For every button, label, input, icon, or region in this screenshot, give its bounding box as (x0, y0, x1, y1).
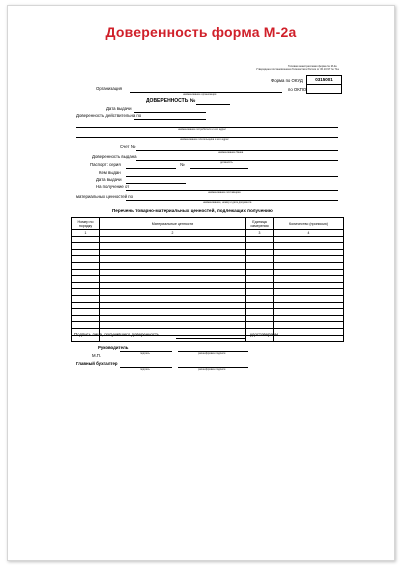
director-label: Руководитель (98, 345, 129, 350)
table-cell (72, 269, 100, 276)
table-row (72, 236, 344, 243)
table-row (72, 289, 344, 296)
okud-label: Форма по ОКУД (271, 78, 303, 83)
director-decode-hint: расшифровка подписи (198, 352, 226, 355)
table-cell (246, 249, 274, 256)
table-cell (246, 289, 274, 296)
table-cell (274, 315, 344, 322)
table-cell (246, 322, 274, 329)
table-cell (274, 302, 344, 309)
valid-until-label: Доверенность действительна по (76, 113, 142, 118)
table-cell (100, 309, 246, 316)
column-header: Материальные ценности (100, 218, 246, 230)
issued-to-line (136, 160, 338, 161)
payer-hint: наименование плательщика и его адрес (180, 138, 229, 141)
table-cell (72, 236, 100, 243)
table-cell (72, 295, 100, 302)
table-heading: Перечень товарно-материальных ценностей, подлежащих получению (112, 208, 273, 213)
director-sign-hint: подпись (140, 352, 150, 355)
table-cell (246, 262, 274, 269)
table-cell (274, 262, 344, 269)
column-number: 3 (246, 230, 274, 237)
table-cell (100, 256, 246, 263)
table-cell (72, 302, 100, 309)
passport-date-label: Дата выдачи (96, 177, 122, 182)
table-cell (72, 262, 100, 269)
table-row (72, 256, 344, 263)
doc-number-line (196, 104, 230, 105)
table-cell (246, 256, 274, 263)
table-cell (100, 315, 246, 322)
table-cell (274, 328, 344, 335)
okpo-code-box (306, 84, 342, 94)
table-row (72, 302, 344, 309)
organization-hint: наименование организации (183, 93, 217, 96)
issued-by-line (126, 176, 338, 177)
sample-signature-label: Подпись лица, получившего доверенность (74, 332, 160, 337)
table-cell (100, 276, 246, 283)
table-cell (246, 295, 274, 302)
table-cell (274, 236, 344, 243)
column-number-row (72, 230, 344, 237)
table-cell (72, 315, 100, 322)
column-number: 2 (100, 230, 246, 237)
certify-label: удостоверяем (250, 332, 278, 337)
table-cell (274, 269, 344, 276)
table-row (72, 309, 344, 316)
document-page (7, 5, 395, 561)
issue-date-line (134, 112, 206, 113)
doc-number-label: ДОВЕРЕННОСТЬ № (146, 98, 196, 104)
table-row (72, 282, 344, 289)
table-cell (274, 289, 344, 296)
issued-to-label: Доверенность выдана (92, 154, 137, 159)
consumer-hint: наименование потребителя и его адрес (178, 128, 226, 131)
table-cell (72, 256, 100, 263)
table-row (72, 295, 344, 302)
table-cell (100, 249, 246, 256)
column-header: Количество (прописью) (274, 218, 344, 230)
table-cell (100, 262, 246, 269)
form-type-note: Типовая межотраслевая форма № М-2а (288, 65, 337, 68)
table-row (72, 262, 344, 269)
passport-number-label: № (180, 162, 185, 167)
column-number: 4 (274, 230, 344, 237)
table-cell (100, 302, 246, 309)
table-cell (72, 249, 100, 256)
table-cell (274, 276, 344, 283)
valuables-label: материальных ценностей по (76, 194, 133, 199)
table-cell (100, 236, 246, 243)
table-cell (72, 289, 100, 296)
table-cell (72, 282, 100, 289)
table-cell (246, 236, 274, 243)
table-cell (246, 243, 274, 250)
table-cell (100, 282, 246, 289)
table-cell (72, 243, 100, 250)
valid-until-line (134, 119, 206, 120)
table-cell (246, 309, 274, 316)
document-hint: наименование, номер и дата документа (203, 201, 252, 204)
table-cell (246, 302, 274, 309)
table-cell (100, 289, 246, 296)
organization-label: Организация (96, 86, 122, 91)
passport-number-line (190, 168, 248, 169)
table-cell (274, 256, 344, 263)
table-cell (246, 315, 274, 322)
table-cell (72, 309, 100, 316)
okud-code: 0315001 (315, 77, 333, 82)
table-header-row (72, 218, 344, 230)
table-row (72, 249, 344, 256)
column-header: Единица измерения (246, 218, 274, 230)
passport-label: Паспорт: серия (90, 162, 121, 167)
accountant-sign-hint: подпись (140, 368, 150, 371)
passport-date-line (126, 183, 186, 184)
issued-to-hint: должность (220, 161, 233, 164)
table-cell (100, 295, 246, 302)
table-cell (246, 282, 274, 289)
receive-from-label: На получение от (96, 184, 130, 189)
table-row (72, 315, 344, 322)
accountant-label: Главный бухгалтер (76, 361, 118, 366)
table-cell (100, 322, 246, 329)
table-row (72, 322, 344, 329)
okpo-label: по ОКПО (288, 87, 307, 92)
sample-signature-line (176, 338, 246, 339)
column-header: Номер по порядку (72, 218, 100, 230)
table-cell (100, 243, 246, 250)
table-cell (274, 295, 344, 302)
passport-series-line (126, 168, 176, 169)
document-title: Доверенность форма М-2а (105, 24, 297, 40)
table-cell (274, 282, 344, 289)
table-cell (72, 276, 100, 283)
table-row (72, 276, 344, 283)
column-number: 1 (72, 230, 100, 237)
table-cell (246, 269, 274, 276)
issued-by-label: Кем выдан (99, 170, 121, 175)
table-cell (100, 269, 246, 276)
account-label: Счет № (120, 144, 136, 149)
table-cell (274, 335, 344, 342)
table-cell (246, 276, 274, 283)
form-approval-note: Утверждена постановлением Госкомстата России от 30.10.97 № 71а (256, 68, 339, 71)
supplier-hint: наименование поставщика (208, 191, 241, 194)
table-row (72, 269, 344, 276)
stamp-label: М.П. (92, 353, 102, 358)
bank-hint: наименование банка (218, 151, 244, 154)
valuables-table (71, 217, 344, 342)
table-cell (72, 322, 100, 329)
accountant-decode-hint: расшифровка подписи (198, 368, 226, 371)
table-cell (274, 322, 344, 329)
table-cell (274, 249, 344, 256)
table-cell (274, 309, 344, 316)
table-cell (274, 243, 344, 250)
table-row (72, 243, 344, 250)
issue-date-label: Дата выдачи (106, 106, 132, 111)
